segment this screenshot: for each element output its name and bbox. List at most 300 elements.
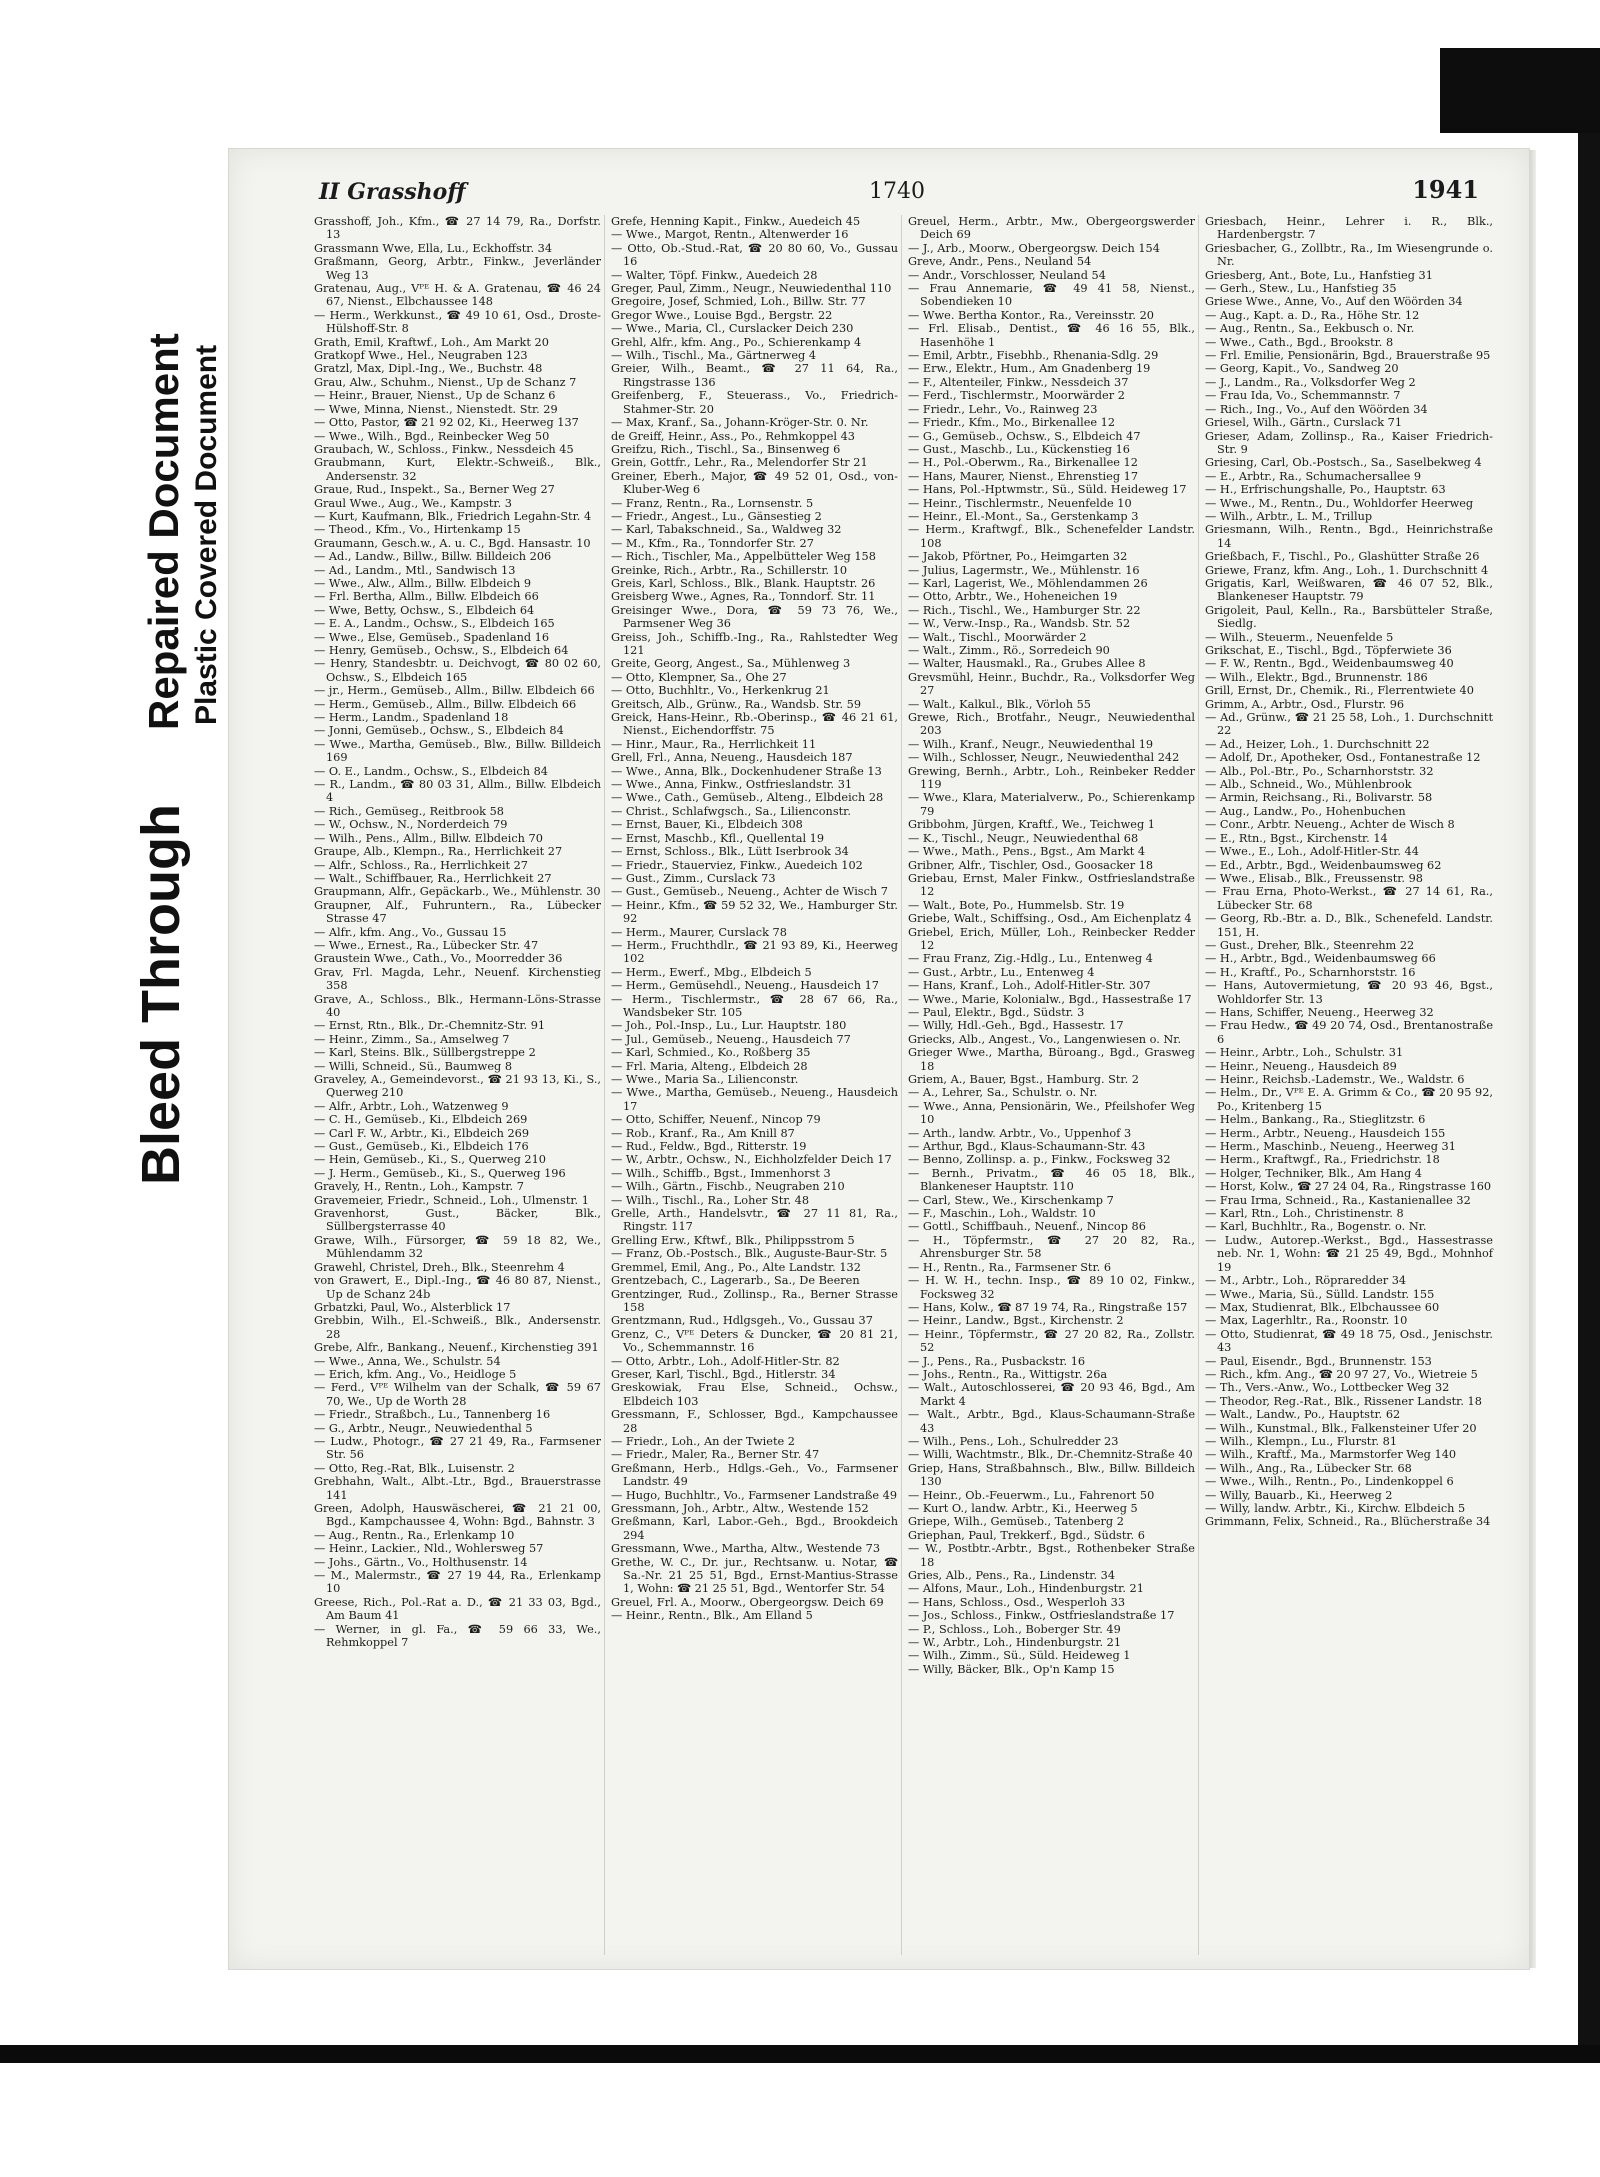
directory-entry: — Otto, Arbtr., Loh., Adolf-Hitler-Str. 82 bbox=[611, 1354, 840, 1368]
directory-entry: — M., Malermstr., ☎ 27 19 44, Ra., Erlenkamp 10 bbox=[314, 1569, 601, 1596]
directory-entry: — Friedr., Kfm., Mo., Birkenallee 12 bbox=[908, 416, 1116, 430]
directory-entry: Griepe, Wilh., Gemüseb., Tatenberg 2 bbox=[908, 1515, 1124, 1529]
directory-entry: Griesbach, Heinr., Lehrer i. R., Blk., Hardenbergstr. 7 bbox=[1205, 215, 1493, 242]
directory-entry: — Wwe., Else, Gemüseb., Spadenland 16 bbox=[314, 630, 550, 644]
directory-entry: Grav, Frl. Magda, Lehr., Neuenf. Kirchenstieg 358 bbox=[314, 965, 601, 993]
directory-entry: — Ed., Arbtr., Bgd., Weidenbaumsweg 62 bbox=[1205, 858, 1442, 872]
page-header bbox=[319, 169, 1489, 209]
directory-entry: Grentzmann, Rud., Hdlgsgeh., Vo., Gussau 37 bbox=[611, 1314, 873, 1328]
directory-entry: Grebbin, Wilh., El.-Schweiß., Blk., Andersenstr. 28 bbox=[314, 1314, 601, 1341]
directory-entry: — Frau Franz, Zig.-Hdlg., Lu., Entenweg 4 bbox=[908, 952, 1153, 966]
directory-entry: Graue, Rud., Inspekt., Sa., Berner Weg 27 bbox=[314, 483, 555, 497]
directory-entry: — H., Erfrischungshalle, Po., Hauptstr. 63 bbox=[1205, 483, 1446, 497]
directory-entry: — Gerh., Stew., Lu., Hanfstieg 35 bbox=[1205, 282, 1397, 296]
directory-entry: Greiss, Joh., Schiffb.-Ing., Ra., Rahlstedter Weg 121 bbox=[611, 630, 898, 657]
directory-entry: — Wilh., Ang., Ra., Lübecker Str. 68 bbox=[1205, 1461, 1412, 1475]
directory-entry: — Wilh., Klempn., Lu., Flurstr. 81 bbox=[1205, 1434, 1398, 1448]
directory-entry: Griephan, Paul, Trekkerf., Bgd., Südstr. 6 bbox=[908, 1528, 1145, 1542]
column-3 bbox=[908, 215, 1199, 1955]
directory-entry: Grawehl, Christel, Dreh., Blk., Steenrehm 4 bbox=[314, 1260, 565, 1274]
header-volume-surname bbox=[319, 179, 466, 205]
directory-entry: — Wwe., Margot, Rentn., Altenwerder 16 bbox=[611, 228, 849, 242]
directory-entry: — Aug., Rentn., Sa., Eekbusch o. Nr. bbox=[1205, 322, 1415, 336]
directory-entry: Graumann, Gesch.w., A. u. C., Bgd. Hansastr. 10 bbox=[314, 536, 591, 550]
directory-entry: — M., Arbtr., Loh., Röpraredder 34 bbox=[1205, 1274, 1407, 1288]
directory-entry: — H., Kraftf., Po., Scharnhorststr. 16 bbox=[1205, 965, 1416, 979]
directory-entry: — Carl F. W., Arbtr., Ki., Elbdeich 269 bbox=[314, 1126, 530, 1140]
directory-entry: — Herm., Fruchthdlr., ☎ 21 93 89, Ki., Heerweg 102 bbox=[611, 938, 898, 966]
directory-entry: — Horst, Kolw., ☎ 27 24 04, Ra., Ringstrasse 160 bbox=[1205, 1180, 1492, 1194]
directory-entry: Grikschat, E., Tischl., Bgd., Töpferwiete 36 bbox=[1205, 644, 1452, 657]
directory-entry: Grevsmühl, Heinr., Buchdr., Ra., Volksdorfer Weg 27 bbox=[908, 670, 1195, 698]
directory-entry: — Friedr., Angest., Lu., Gänsestieg 2 bbox=[611, 509, 822, 523]
directory-entry: Greger, Paul, Zimm., Neugr., Neuwiedenthal 110 bbox=[611, 282, 892, 296]
directory-entry: — Frl. Emilie, Pensionärin, Bgd., Brauerstraße 95 bbox=[1205, 349, 1491, 363]
directory-entry: Graubmann, Kurt, Elektr.-Schweiß., Blk., Andersenstr. 32 bbox=[314, 456, 601, 483]
directory-entry: — Frau Ida, Vo., Schemmannstr. 7 bbox=[1205, 389, 1401, 403]
directory-entry: — Wwe., Wilh., Rentn., Po., Lindenkoppel 6 bbox=[1205, 1475, 1454, 1489]
directory-entry: — Walt., Bote, Po., Hummelsb. Str. 19 bbox=[908, 898, 1125, 912]
directory-entry: Griebe, Walt., Schiffsing., Osd., Am Eichenplatz 4 bbox=[908, 912, 1192, 926]
directory-entry: Green, Adolph, Hauswäscherei, ☎ 21 21 00, Bgd., Kampchaussee 4, Wohn: Bgd., Bahnstr. 3 bbox=[314, 1502, 601, 1529]
directory-entry: — Gust., Dreher, Blk., Steenrehm 22 bbox=[1205, 938, 1415, 952]
directory-entry: — Wwe., Martha, Gemüseb., Neueng., Hausdeich 17 bbox=[611, 1086, 898, 1113]
directory-entry: — Franz, Ob.-Postsch., Blk., Auguste-Baur-Str. 5 bbox=[611, 1247, 888, 1261]
directory-entry: Grigoleit, Paul, Kelln., Ra., Barsbütteler Straße, Siedlg. bbox=[1205, 603, 1493, 631]
directory-entry: Graveley, A., Gemeindevorst., ☎ 21 93 13, Ki., S., Querweg 210 bbox=[314, 1073, 601, 1100]
directory-entry: — Walt., Arbtr., Bgd., Klaus-Schaumann-Straße 43 bbox=[908, 1408, 1195, 1435]
directory-entry: — Erw., Elektr., Hum., Am Gnadenberg 19 bbox=[908, 362, 1151, 376]
header-volume: II bbox=[319, 179, 340, 205]
directory-entry: Gratkopf Wwe., Hel., Neugraben 123 bbox=[314, 349, 528, 363]
directory-entry: — Hinr., Maur., Ra., Herrlichkeit 11 bbox=[611, 737, 817, 751]
directory-entry: — Wwe., Anna, We., Schulstr. 54 bbox=[314, 1354, 501, 1368]
directory-entry: Grehl, Alfr., kfm. Ang., Po., Schierenkamp 4 bbox=[611, 335, 862, 349]
directory-entry: Grefe, Henning Kapit., Finkw., Auedeich 45 bbox=[611, 215, 861, 228]
directory-entry: Griesberg, Ant., Bote, Lu., Hanfstieg 31 bbox=[1205, 268, 1433, 282]
directory-entry: Grill, Ernst, Dr., Chemik., Ri., Flerrentwiete 40 bbox=[1205, 684, 1474, 698]
directory-entry: — Karl, Steins. Blk., Süllbergstreppe 2 bbox=[314, 1046, 536, 1060]
directory-entry: Grewing, Bernh., Arbtr., Loh., Reinbeker Redder 119 bbox=[908, 764, 1195, 792]
directory-entry: — Walt., Zimm., Rö., Sorredeich 90 bbox=[908, 644, 1110, 657]
directory-entry: Graßmann, Georg, Arbtr., Finkw., Jeverländer Weg 13 bbox=[314, 255, 601, 282]
directory-entry: Grebe, Alfr., Bankang., Neuenf., Kirchenstieg 391 bbox=[314, 1341, 599, 1355]
directory-entry: — Wilh., Kraftf., Ma., Marmstorfer Weg 140 bbox=[1205, 1448, 1457, 1462]
directory-entry: — Frl. Elisab., Dentist., ☎ 46 16 55, Blk., Hasenhöhe 1 bbox=[908, 322, 1195, 349]
directory-entry: — Arthur, Bgd., Klaus-Schaumann-Str. 43 bbox=[908, 1140, 1146, 1154]
directory-entry: — Herm., Gemüseb., Allm., Billw. Elbdeich 66 bbox=[314, 697, 577, 711]
directory-entry: — Wwe., Anna, Blk., Dockenhudener Straße 13 bbox=[611, 764, 882, 778]
directory-entry: — Willy, Bäcker, Blk., Op'n Kamp 15 bbox=[908, 1662, 1115, 1676]
directory-entry: — Heinr., Töpfermstr., ☎ 27 20 82, Ra., Zollstr. 52 bbox=[908, 1327, 1195, 1355]
directory-entry: — Max, Kranf., Sa., Johann-Kröger-Str. 0. Nr. bbox=[611, 416, 869, 430]
directory-entry: Grelling Erw., Kftwf., Blk., Philippsstrom 5 bbox=[611, 1233, 855, 1247]
directory-entry: — Alfr., kfm. Ang., Vo., Gussau 15 bbox=[314, 925, 507, 939]
directory-entry: — Wwe. Bertha Kontor., Ra., Vereinsstr. 20 bbox=[908, 308, 1154, 322]
directory-entry: Griebel, Erich, Müller, Loh., Reinbecker Redder 12 bbox=[908, 925, 1195, 952]
directory-entry: — Friedr., Lehr., Vo., Rainweg 23 bbox=[908, 402, 1098, 416]
directory-entry: — O. E., Landm., Ochsw., S., Elbdeich 84 bbox=[314, 764, 548, 778]
directory-entry: — Wwe., Anna, Finkw., Ostfrieslandstr. 31 bbox=[611, 778, 853, 792]
directory-entry: — Arth., landw. Arbtr., Vo., Uppenhof 3 bbox=[908, 1126, 1132, 1140]
directory-entry: — Wwe., Math., Pens., Bgst., Am Markt 4 bbox=[908, 845, 1146, 859]
directory-entry: — Armin, Reichsang., Ri., Bolivarstr. 58 bbox=[1205, 791, 1433, 805]
directory-entry: — Gust., Arbtr., Lu., Entenweg 4 bbox=[908, 965, 1095, 979]
directory-entry: Griem, A., Bauer, Bgst., Hamburg. Str. 2 bbox=[908, 1073, 1139, 1086]
label-bleed-through: Bleed Through bbox=[131, 804, 191, 1185]
directory-entry: — H., Töpfermstr., ☎ 27 20 82, Ra., Ahrensburger Str. 58 bbox=[908, 1233, 1195, 1261]
directory-entry: Gressmann, F., Schlosser, Bgd., Kampchaussee 28 bbox=[611, 1408, 898, 1435]
directory-entry: Greick, Hans-Heinr., Rb.-Oberinsp., ☎ 46 21 61, Nienst., Eichendorffstr. 75 bbox=[611, 711, 898, 738]
directory-entry: Grieger Wwe., Martha, Büroang., Bgd., Grasweg 18 bbox=[908, 1046, 1195, 1073]
directory-entry: — Ernst, Schloss., Blk., Lütt Iserbrook 34 bbox=[611, 845, 849, 859]
directory-entry: — Wwe., Ernest., Ra., Lübecker Str. 47 bbox=[314, 938, 539, 952]
directory-entry: Greese, Rich., Pol.-Rat a. D., ☎ 21 33 03, Bgd., Am Baum 41 bbox=[314, 1595, 601, 1623]
directory-entry: — Ferd., Tischlermstr., Moorwärder 2 bbox=[908, 389, 1125, 403]
directory-entry: — Otto, Arbtr., We., Hoheneichen 19 bbox=[908, 590, 1118, 604]
directory-entry: — Adolf, Dr., Apotheker, Osd., Fontanestraße 12 bbox=[1205, 751, 1481, 765]
directory-entry: — Jonni, Gemüseb., Ochsw., S., Elbdeich 84 bbox=[314, 724, 564, 738]
directory-entry: Grenz, C., Vᴾᴱ Deters & Duncker, ☎ 20 81 21, Vo., Schemmannstr. 16 bbox=[611, 1327, 898, 1355]
directory-entry: — Wilh., Tischl., Ma., Gärtnerweg 4 bbox=[611, 349, 817, 363]
directory-entry: — G., Arbtr., Neugr., Neuwiedenthal 5 bbox=[314, 1421, 533, 1435]
directory-entry: Greßmann, Herb., Hdlgs.-Geh., Vo., Farmsener Landstr. 49 bbox=[611, 1461, 898, 1489]
directory-entry: — Gottl., Schiffbauh., Neuenf., Nincop 86 bbox=[908, 1220, 1146, 1234]
directory-entry: — Alb., Schneid., Wo., Mühlenbrook bbox=[1205, 778, 1412, 792]
directory-entry: — Georg, Kapit., Vo., Sandweg 20 bbox=[1205, 362, 1399, 376]
directory-entry: — K., Tischl., Neugr., Neuwiedenthal 68 bbox=[908, 831, 1139, 845]
directory-entry: Greßmann, Karl, Labor.-Geh., Bgd., Brookdeich 294 bbox=[611, 1515, 898, 1542]
directory-entry: Greite, Georg, Angest., Sa., Mühlenweg 3 bbox=[611, 657, 851, 671]
directory-entry: Greiner, Eberh., Major, ☎ 49 52 01, Osd., von-Kluber-Weg 6 bbox=[611, 469, 898, 497]
directory-entry: Greinke, Rich., Arbtr., Ra., Schillerstr. 10 bbox=[611, 563, 848, 577]
directory-entry: Graubach, W., Schloss., Finkw., Nessdeich 45 bbox=[314, 442, 574, 456]
header-surname: Grasshoff bbox=[347, 179, 466, 205]
directory-entry: — Kurt, Kaufmann, Blk., Friedrich Legahn-Str. 4 bbox=[314, 509, 592, 523]
directory-entry: — Ernst, Rtn., Blk., Dr.-Chemnitz-Str. 91 bbox=[314, 1019, 546, 1033]
header-page-number: 1740 bbox=[869, 179, 925, 204]
directory-entry: — Wwe., Anna, Pensionärin, We., Pfeilshofer Weg 10 bbox=[908, 1099, 1195, 1127]
directory-entry: — Ludw., Photogr., ☎ 27 21 49, Ra., Farmsener Str. 56 bbox=[314, 1434, 601, 1462]
directory-entry: — Hugo, Buchhltr., Vo., Farmsener Landstraße 49 bbox=[611, 1488, 898, 1502]
directory-entry: — Walt., Autoschlosserei, ☎ 20 93 46, Bgd., Am Markt 4 bbox=[908, 1381, 1195, 1408]
directory-entry: — F., Altenteiler, Finkw., Nessdeich 37 bbox=[908, 375, 1129, 389]
directory-page bbox=[228, 148, 1530, 1970]
directory-entry: — Karl, Rtn., Loh., Christinenstr. 8 bbox=[1205, 1207, 1404, 1221]
directory-entry: Greisberg Wwe., Agnes, Ra., Tonndorf. Str. 11 bbox=[611, 590, 876, 604]
directory-entry: — Willy, Bauarb., Ki., Heerweg 2 bbox=[1205, 1488, 1393, 1502]
directory-entry: — Hans, Kranf., Loh., Adolf-Hitler-Str. 307 bbox=[908, 979, 1151, 993]
directory-entry: — Herm., Arbtr., Neueng., Hausdeich 155 bbox=[1205, 1126, 1446, 1140]
column-1 bbox=[314, 215, 605, 1955]
directory-entry: — Friedr., Straßbch., Lu., Tannenberg 16 bbox=[314, 1408, 551, 1422]
directory-entry: — Rich., kfm. Ang., ☎ 20 97 27, Vo., Wietreie 5 bbox=[1205, 1367, 1478, 1381]
scan-right-edge bbox=[1578, 133, 1600, 2053]
directory-entry: — Willy, Hdl.-Geh., Bgd., Hassestr. 17 bbox=[908, 1019, 1124, 1033]
directory-entry: — Wilh., Elektr., Bgd., Brunnenstr. 186 bbox=[1205, 670, 1428, 684]
directory-entry: — Friedr., Stauerviez, Finkw., Auedeich 102 bbox=[611, 858, 863, 872]
directory-entry: von Grawert, E., Dipl.-Ing., ☎ 46 80 87, Nienst., Up de Schanz 24b bbox=[314, 1274, 601, 1301]
directory-entry: — Hans, Schloss., Osd., Wesperloh 33 bbox=[908, 1595, 1126, 1609]
directory-entry: — Herm., Gemüsehdl., Neueng., Hausdeich 17 bbox=[611, 979, 879, 993]
directory-entry: Griewe, Franz, kfm. Ang., Loh., 1. Durchschnitt 4 bbox=[1205, 563, 1489, 577]
top-margin bbox=[0, 0, 1600, 48]
directory-entry: — Friedr., Maler, Ra., Berner Str. 47 bbox=[611, 1448, 820, 1462]
directory-entry: Grieser, Adam, Zollinsp., Ra., Kaiser Friedrich-Str. 9 bbox=[1205, 429, 1493, 456]
directory-entry: — Aug., Landw., Po., Hohenbuchen bbox=[1205, 804, 1406, 818]
directory-entry: — Ernst, Bauer, Ki., Elbdeich 308 bbox=[611, 818, 803, 832]
directory-entry: — Rob., Kranf., Ra., Am Knill 87 bbox=[611, 1126, 795, 1140]
directory-entry: — J., Arb., Moorw., Obergeorgsw. Deich 154 bbox=[908, 241, 1160, 255]
directory-entry: Grewe, Rich., Brotfahr., Neugr., Neuwiedenthal 203 bbox=[908, 711, 1195, 738]
directory-entry: Grbatzki, Paul, Wo., Alsterblick 17 bbox=[314, 1300, 511, 1314]
directory-entry: — Wwe., M., Rentn., Du., Wohldorfer Heerweg bbox=[1205, 496, 1474, 510]
directory-entry: Gremmel, Emil, Ang., Po., Alte Landstr. 132 bbox=[611, 1260, 861, 1274]
directory-entry: Grimm, A., Arbtr., Osd., Flurstr. 96 bbox=[1205, 697, 1405, 711]
directory-entry: — Willi, Wachtmstr., Blk., Dr.-Chemnitz-Straße 40 bbox=[908, 1448, 1193, 1462]
directory-entry: — Wilh., Pens., Allm., Billw. Elbdeich 70 bbox=[314, 831, 543, 845]
directory-entry: Grave, A., Schloss., Blk., Hermann-Löns-Strasse 40 bbox=[314, 992, 601, 1019]
directory-entry: — Hans, Schiffer, Neueng., Heerweg 32 bbox=[1205, 1005, 1434, 1019]
directory-entry: Greser, Karl, Tischl., Bgd., Hitlerstr. 34 bbox=[611, 1367, 836, 1381]
directory-entry: — Rud., Feldw., Bgd., Ritterstr. 19 bbox=[611, 1140, 807, 1154]
directory-entry: — Gust., Zimm., Curslack 73 bbox=[611, 871, 776, 885]
directory-entry: — Ferd., Vᴾᴱ Wilhelm van der Schalk, ☎ 59 67 70, We., Up de Worth 28 bbox=[314, 1381, 601, 1408]
directory-entry: Grethe, W. C., Dr. jur., Rechtsanw. u. Notar, ☎ Sa.-Nr. 21 25 51, Bgd., Ernst-Mantius-Strasse 1, Wohn: ☎ 21 25 51, Bgd., Wentorfer Str. 54 bbox=[611, 1555, 898, 1596]
directory-entry: — M., Kfm., Ra., Tonndorfer Str. 27 bbox=[611, 536, 814, 550]
directory-entry: — Wwe., Klara, Materialverw., Po., Schierenkamp 79 bbox=[908, 791, 1195, 818]
directory-entry: — Walt., Tischl., Moorwärder 2 bbox=[908, 630, 1087, 644]
directory-entry: — Ernst, Maschb., Kfl., Quellental 19 bbox=[611, 831, 825, 845]
directory-entry: Gravemeier, Friedr., Schneid., Loh., Ulmenstr. 1 bbox=[314, 1193, 589, 1207]
directory-entry: — H., Rentn., Ra., Farmsener Str. 6 bbox=[908, 1260, 1112, 1274]
directory-entry: — Gust., Maschb., Lu., Kückenstieg 16 bbox=[908, 442, 1130, 456]
directory-entry: — Otto, Klempner, Sa., Ohe 27 bbox=[611, 670, 787, 684]
directory-entry: — Frau Irma, Schneid., Ra., Kastanienallee 32 bbox=[1205, 1193, 1471, 1207]
directory-entry: — Karl, Schmied., Ko., Roßberg 35 bbox=[611, 1046, 811, 1060]
directory-entry: — Alb., Pol.-Btr., Po., Scharnhorststr. 32 bbox=[1205, 764, 1434, 778]
directory-entry: — Hein, Gemüseb., Ki., S., Querweg 210 bbox=[314, 1153, 546, 1167]
directory-entry: Grell, Frl., Anna, Neueng., Hausdeich 187 bbox=[611, 751, 853, 765]
directory-entry: — Frl. Bertha, Allm., Billw. Elbdeich 66 bbox=[314, 590, 539, 604]
directory-entry: — Helm., Dr., Vᴾᴱ E. A. Grimm & Co., ☎ 20 95 92, Po., Kritenberg 15 bbox=[1205, 1086, 1493, 1113]
directory-entry: — Andr., Vorschlosser, Neuland 54 bbox=[908, 268, 1106, 282]
directory-entry: Gratzl, Max, Dipl.-Ing., We., Buchstr. 48 bbox=[314, 362, 543, 376]
directory-entry: — Otto, Ob.-Stud.-Rat, ☎ 20 80 60, Vo., Gussau 16 bbox=[611, 241, 898, 269]
directory-entry: — Wwe., Cath., Bgd., Brookstr. 8 bbox=[1205, 335, 1394, 349]
directory-entry: Gribner, Alfr., Tischler, Osd., Goosacker 18 bbox=[908, 858, 1154, 872]
directory-entry: — jr., Herm., Gemüseb., Allm., Billw. Elbdeich 66 bbox=[314, 684, 595, 698]
directory-entry: Grasshoff, Joh., Kfm., ☎ 27 14 79, Ra., Dorfstr. 13 bbox=[314, 215, 601, 242]
directory-entry: — Aug., Rentn., Ra., Erlenkamp 10 bbox=[314, 1528, 515, 1542]
directory-entry: — Theodor, Reg.-Rat., Blk., Rissener Landstr. 18 bbox=[1205, 1394, 1482, 1408]
directory-entry: — Wilh., Zimm., Sü., Süld. Heideweg 1 bbox=[908, 1649, 1131, 1663]
directory-entry: — Wwe, Minna, Nienst., Nienstedt. Str. 29 bbox=[314, 402, 558, 416]
directory-entry: Gravely, H., Rentn., Loh., Kampstr. 7 bbox=[314, 1180, 524, 1194]
directory-entry: — Max, Studienrat, Blk., Elbchaussee 60 bbox=[1205, 1300, 1440, 1314]
directory-entry: — Alfr., Arbtr., Loh., Watzenweg 9 bbox=[314, 1099, 509, 1113]
directory-entry: — P., Schloss., Loh., Boberger Str. 49 bbox=[908, 1622, 1121, 1636]
directory-entry: — Herm., Maurer, Curslack 78 bbox=[611, 925, 787, 939]
directory-entry: — Jul., Gemüseb., Neueng., Hausdeich 77 bbox=[611, 1032, 851, 1046]
directory-entry: — Walt., Landw., Po., Hauptstr. 62 bbox=[1205, 1408, 1401, 1422]
directory-entry: — Karl, Lagerist, We., Möhlendammen 26 bbox=[908, 576, 1148, 590]
directory-entry: — Joh., Pol.-Insp., Lu., Lur. Hauptstr. 180 bbox=[611, 1019, 847, 1033]
directory-entry: — Kurt O., landw. Arbtr., Ki., Heerweg 5 bbox=[908, 1502, 1138, 1515]
directory-entry: — Heinr., Rentn., Blk., Am Elland 5 bbox=[611, 1609, 813, 1623]
directory-entry: — F., Maschin., Loh., Waldstr. 10 bbox=[908, 1207, 1096, 1221]
directory-entry: Griep, Hans, Straßbahnsch., Blw., Billw. Billdeich 130 bbox=[908, 1461, 1195, 1489]
directory-entry: — Erich, kfm. Ang., Vo., Heidloge 5 bbox=[314, 1367, 517, 1381]
directory-entry: Graupe, Alb., Klempn., Ra., Herrlichkeit 27 bbox=[314, 845, 563, 859]
directory-entry: — J., Pens., Ra., Pusbackstr. 16 bbox=[908, 1354, 1086, 1368]
directory-entry: — Herm., Kraftwgf., Blk., Schenefelder Landstr. 108 bbox=[908, 523, 1195, 550]
directory-entry: — Christ., Schlafwgsch., Sa., Lilienconstr. bbox=[611, 804, 851, 818]
directory-entry: — C. H., Gemüseb., Ki., Elbdeich 269 bbox=[314, 1113, 528, 1127]
directory-entry: — Wwe., Wilh., Bgd., Reinbecker Weg 50 bbox=[314, 429, 550, 443]
directory-entry: — Carl, Stew., We., Kirschenkamp 7 bbox=[908, 1193, 1114, 1207]
directory-entry: Grelle, Arth., Handelsvtr., ☎ 27 11 81, Ra., Ringstr. 117 bbox=[611, 1207, 898, 1234]
directory-entry: — Theod., Kfm., Vo., Hirtenkamp 15 bbox=[314, 523, 521, 537]
directory-entry: — Ad., Landm., Mtl., Sandwisch 13 bbox=[314, 563, 516, 577]
directory-entry: Grebhahn, Walt., Albt.-Ltr., Bgd., Brauerstrasse 141 bbox=[314, 1475, 601, 1502]
directory-entry: — Herm., Tischlermstr., ☎ 28 67 66, Ra., Wandsbeker Str. 105 bbox=[611, 992, 898, 1019]
directory-entry: — Heinr., Kfm., ☎ 59 52 32, We., Hamburger Str. 92 bbox=[611, 898, 898, 926]
directory-entry: Griese Wwe., Anne, Vo., Auf den Wöörden 34 bbox=[1205, 295, 1463, 309]
header-year: 1941 bbox=[1412, 175, 1479, 204]
directory-entry: — Th., Vers.-Anw., Wo., Lottbecker Weg 32 bbox=[1205, 1381, 1450, 1395]
directory-entry: — Heinr., Landw., Bgst., Kirchenstr. 2 bbox=[908, 1314, 1124, 1328]
directory-entry: Grießbach, F., Tischl., Po., Glashütter Straße 26 bbox=[1205, 550, 1480, 564]
directory-entry: — Frl. Maria, Alteng., Elbdeich 28 bbox=[611, 1059, 808, 1073]
directory-entry: — Walt., Kalkul., Blk., Vörloh 55 bbox=[908, 697, 1091, 711]
directory-entry: Greifzu, Rich., Tischl., Sa., Binsenweg 6 bbox=[611, 442, 841, 456]
directory-entry: Greskowiak, Frau Else, Schneid., Ochsw., Elbdeich 103 bbox=[611, 1381, 898, 1408]
directory-entry: — H. W. H., techn. Insp., ☎ 89 10 02, Finkw., Focksweg 32 bbox=[908, 1274, 1195, 1301]
directory-entry: — Bernh., Privatm., ☎ 46 05 18, Blk., Blankeneser Hauptstr. 110 bbox=[908, 1166, 1195, 1194]
directory-entry: — Jos., Schloss., Finkw., Ostfrieslandstraße 17 bbox=[908, 1609, 1175, 1623]
directory-entry: Griesing, Carl, Ob.-Postsch., Sa., Saselbekweg 4 bbox=[1205, 456, 1482, 470]
directory-entry: Gregor Wwe., Louise Bgd., Bergstr. 22 bbox=[611, 308, 833, 322]
directory-entry: — Gust., Gemüseb., Ki., Elbdeich 176 bbox=[314, 1140, 529, 1154]
directory-entry: — Wilh., Pens., Loh., Schulredder 23 bbox=[908, 1434, 1119, 1448]
scan-bottom-band bbox=[0, 2045, 1600, 2063]
directory-entry: — Johs., Gärtn., Vo., Holthusenstr. 14 bbox=[314, 1555, 528, 1569]
directory-entry: Greuel, Herm., Arbtr., Mw., Obergeorgswerder Deich 69 bbox=[908, 215, 1195, 242]
label-repaired-document: Repaired Document bbox=[140, 333, 187, 730]
directory-entry: Greifenberg, F., Steuerass., Vo., Friedrich-Stahmer-Str. 20 bbox=[611, 389, 898, 416]
directory-entry: — Otto, Pastor, ☎ 21 92 02, Ki., Heerweg 137 bbox=[314, 416, 579, 430]
directory-entry: — Henry, Gemüseb., Ochsw., S., Elbdeich 64 bbox=[314, 644, 569, 657]
directory-entry: — Heinr., Ob.-Feuerwm., Lu., Fahrenort 50 bbox=[908, 1488, 1155, 1502]
directory-columns bbox=[314, 215, 1499, 1955]
directory-entry: — Herm., Kraftwgf., Ra., Friedrichstr. 18 bbox=[1205, 1153, 1440, 1167]
directory-entry: — E. A., Landm., Ochsw., S., Elbdeich 165 bbox=[314, 617, 555, 631]
directory-entry: — Wwe., Maria, Sü., Sülld. Landstr. 155 bbox=[1205, 1287, 1435, 1301]
column-4 bbox=[1205, 215, 1496, 1955]
directory-entry: — Helm., Bankang., Ra., Stieglitzstr. 6 bbox=[1205, 1113, 1426, 1127]
directory-entry: Gries, Alb., Pens., Ra., Lindenstr. 34 bbox=[908, 1569, 1116, 1583]
directory-entry: Grawe, Wilh., Fürsorger, ☎ 59 18 82, We., Mühlendamm 32 bbox=[314, 1233, 601, 1261]
directory-entry: — Frau Hedw., ☎ 49 20 74, Osd., Brentanostraße 6 bbox=[1205, 1019, 1493, 1046]
directory-entry: — F. W., Rentn., Bgd., Weidenbaumsweg 40 bbox=[1205, 657, 1454, 671]
directory-entry: — Paul, Eisendr., Bgd., Brunnenstr. 153 bbox=[1205, 1354, 1432, 1368]
label-plastic-covered: Plastic Covered Document bbox=[190, 344, 223, 725]
directory-entry: Greitsch, Alb., Grünw., Ra., Wandsb. Str. 59 bbox=[611, 697, 862, 711]
directory-entry: Griebau, Ernst, Maler Finkw., Ostfrieslandstraße 12 bbox=[908, 871, 1195, 899]
directory-entry: Grentzebach, C., Lagerarb., Sa., De Beeren bbox=[611, 1274, 860, 1288]
directory-entry: Greis, Karl, Schloss., Blk., Blank. Hauptstr. 26 bbox=[611, 576, 876, 590]
directory-entry: — Wwe., Alw., Allm., Billw. Elbdeich 9 bbox=[314, 576, 532, 590]
directory-entry: — Wilh., Schiffb., Bgst., Immenhorst 3 bbox=[611, 1166, 831, 1180]
directory-entry: — Holger, Techniker, Blk., Am Hang 4 bbox=[1205, 1166, 1422, 1180]
directory-entry: — Walter, Töpf. Finkw., Auedeich 28 bbox=[611, 268, 818, 282]
directory-entry: — Wwe., E., Loh., Adolf-Hitler-Str. 44 bbox=[1205, 845, 1419, 859]
directory-entry: Greuel, Frl. A., Moorw., Obergeorgsw. Deich 69 bbox=[611, 1595, 884, 1609]
directory-entry: — W., Arbtr., Loh., Hindenburgstr. 21 bbox=[908, 1636, 1122, 1650]
directory-entry: — Wwe., Maria, Cl., Curslacker Deich 230 bbox=[611, 322, 854, 336]
directory-entry: — Hans, Autovermietung, ☎ 20 93 46, Bgst., Wohldorfer Str. 13 bbox=[1205, 979, 1493, 1006]
directory-entry: — Max, Lagerhltr., Ra., Roonstr. 10 bbox=[1205, 1314, 1408, 1328]
directory-entry: — W., Arbtr., Ochsw., N., Eichholzfelder Deich 17 bbox=[611, 1153, 892, 1167]
directory-entry: — Wilh., Steuerm., Neuenfelde 5 bbox=[1205, 630, 1394, 644]
directory-entry: Graustein Wwe., Cath., Vo., Moorredder 36 bbox=[314, 952, 563, 966]
directory-entry: — Otto, Buchhltr., Vo., Herkenkrug 21 bbox=[611, 684, 830, 698]
directory-entry: Gregoire, Josef, Schmied, Loh., Billw. Str. 77 bbox=[611, 295, 866, 309]
directory-entry: Grimmann, Felix, Schneid., Ra., Blücherstraße 34 bbox=[1205, 1515, 1491, 1529]
directory-entry: — Alfr., Schloss., Ra., Herrlichkeit 27 bbox=[314, 858, 528, 872]
directory-entry: — E., Rtn., Bgst., Kirchenstr. 14 bbox=[1205, 831, 1388, 845]
directory-entry: — Wilh., Kunstmal., Blk., Falkensteiner Ufer 20 bbox=[1205, 1421, 1477, 1435]
directory-entry: — Gust., Gemüseb., Neueng., Achter de Wisch 7 bbox=[611, 885, 888, 899]
directory-entry: — Rich., Tischler, Ma., Appelbütteler Weg 158 bbox=[611, 550, 876, 564]
directory-entry: — Wilh., Arbtr., L. M., Trillup bbox=[1205, 509, 1373, 523]
directory-entry: — Wwe., Martha, Gemüseb., Blw., Billw. Billdeich 169 bbox=[314, 737, 601, 765]
directory-entry: — H., Arbtr., Bgd., Weidenbaumsweg 66 bbox=[1205, 952, 1436, 966]
directory-entry: — A., Lehrer, Sa., Schulstr. o. Nr. bbox=[908, 1086, 1098, 1100]
directory-entry: — Georg, Rb.-Btr. a. D., Blk., Schenefeld. Landstr. 151, H. bbox=[1205, 912, 1493, 939]
directory-entry: — Alfons, Maur., Loh., Hindenburgstr. 21 bbox=[908, 1582, 1144, 1596]
directory-entry: — Rich., Gemüseg., Reitbrook 58 bbox=[314, 804, 504, 818]
directory-entry: — Wwe., Maria Sa., Lilienconstr. bbox=[611, 1073, 799, 1086]
directory-entry: — Karl, Buchhltr., Ra., Bogenstr. o. Nr. bbox=[1205, 1220, 1427, 1234]
directory-entry: — Henry, Standesbtr. u. Deichvogt, ☎ 80 02 60, Ochsw., S., Elbdeich 165 bbox=[314, 657, 601, 684]
directory-entry: — Hans, Pol.-Hptwmstr., Sü., Süld. Heideweg 17 bbox=[908, 483, 1187, 497]
directory-entry: Greve, Andr., Pens., Neuland 54 bbox=[908, 255, 1092, 269]
directory-entry: — Ad., Landw., Billw., Billw. Billdeich 206 bbox=[314, 550, 552, 564]
directory-entry: Grath, Emil, Kraftwf., Loh., Am Markt 20 bbox=[314, 335, 549, 349]
directory-entry: — J., Landm., Ra., Volksdorfer Weg 2 bbox=[1205, 375, 1416, 389]
directory-entry: — Frau Annemarie, ☎ 49 41 58, Nienst., Sobendieken 10 bbox=[908, 282, 1195, 309]
directory-entry: — Paul, Elektr., Bgd., Südstr. 3 bbox=[908, 1005, 1085, 1019]
directory-entry: — Heinr., Zimm., Sa., Amselweg 7 bbox=[314, 1032, 510, 1046]
directory-entry: Griesbacher, G., Zollbtr., Ra., Im Wiesengrunde o. Nr. bbox=[1205, 241, 1493, 269]
directory-entry: Graupner, Alf., Fuhruntern., Ra., Lübecker Strasse 47 bbox=[314, 898, 601, 926]
directory-entry: Griesmann, Wilh., Rentn., Bgd., Heinrichstraße 14 bbox=[1205, 523, 1493, 550]
directory-entry: — Otto, Studienrat, ☎ 49 18 75, Osd., Jenischstr. 43 bbox=[1205, 1327, 1493, 1355]
directory-entry: — Walter, Hausmakl., Ra., Grubes Allee 8 bbox=[908, 657, 1146, 671]
directory-entry: — Julius, Lagermstr., We., Mühlenstr. 16 bbox=[908, 563, 1140, 577]
directory-entry: — Ludw., Autorep.-Werkst., Bgd., Hassestrasse neb. Nr. 1, Wohn: ☎ 21 25 49, Bgd., Mohnhof 19 bbox=[1205, 1233, 1493, 1274]
directory-entry: — Heinr., El.-Mont., Sa., Gerstenkamp 3 bbox=[908, 509, 1139, 523]
directory-entry: — Heinr., Lackier., Nld., Wohlersweg 57 bbox=[314, 1542, 544, 1556]
directory-entry: — Otto, Reg.-Rat, Blk., Luisenstr. 2 bbox=[314, 1461, 515, 1475]
directory-entry: — Johs., Rentn., Ra., Wittigstr. 26a bbox=[908, 1367, 1108, 1381]
directory-entry: — Wilh., Gärtn., Fischb., Neugraben 210 bbox=[611, 1180, 845, 1194]
directory-entry: — Herm., Maschinb., Neueng., Heerweg 31 bbox=[1205, 1140, 1456, 1154]
directory-entry: — W., Postbtr.-Arbtr., Bgst., Rothenbeker Straße 18 bbox=[908, 1542, 1195, 1569]
directory-entry: — Heinr., Tischlermstr., Neuenfelde 10 bbox=[908, 496, 1132, 510]
